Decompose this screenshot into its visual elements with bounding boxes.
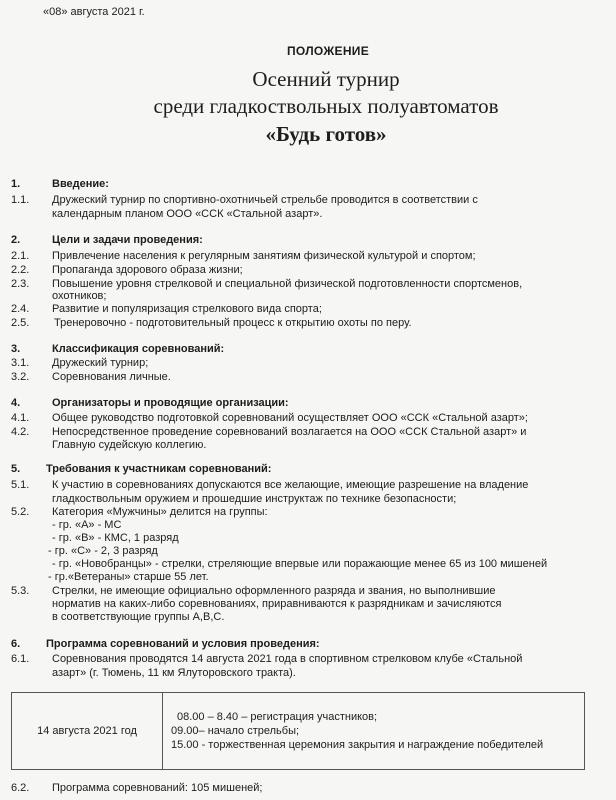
item-text: Повышение уровня стрелковой и специальной физической подготовленности спортсменов, <box>52 278 523 290</box>
item-text: норматив на каких-либо соревнованиях, приравниваются к разрядникам и зачисляются <box>52 598 502 610</box>
schedule-item: 09.00– начало стрельбы; <box>171 725 300 737</box>
document-date: «08» августа 2021 г. <box>43 6 145 18</box>
section-title: Программа соревнований и условия проведения: <box>46 638 320 650</box>
item-text: - гр. «С» - 2, 3 разряд <box>48 545 158 557</box>
schedule-item: 08.00 – 8.40 – регистрация участников; <box>177 711 378 723</box>
item-number: 3.2. <box>11 371 30 383</box>
section-number: 5. <box>11 463 21 475</box>
item-text: - гр.«Ветераны» старше 55 лет. <box>48 571 209 583</box>
item-number: 2.3. <box>11 278 30 290</box>
item-number: 6.2. <box>11 782 30 794</box>
item-text: в соответствующие группы А,В,С. <box>52 611 225 623</box>
schedule-table <box>11 692 585 770</box>
item-text: Тренеровочно - подготовительный процесс к открытию охоты по перу. <box>54 317 412 329</box>
schedule-items-cell <box>163 693 585 770</box>
item-text: Привлечение населения к регулярным занятиям физической культурой и спортом; <box>52 250 476 262</box>
item-number: 2.2. <box>11 264 30 276</box>
schedule-date-cell: 14 августа 2021 год <box>12 693 163 770</box>
item-number: 1.1. <box>11 194 30 206</box>
item-text: - гр. «А» - МС <box>52 519 122 531</box>
item-text: календарным планом ООО «ССК «Стальной азарт». <box>52 208 323 220</box>
item-text: Программа соревнований: 105 мишеней; <box>52 782 263 794</box>
item-number: 2.4. <box>11 303 30 315</box>
item-text: Соревнования личные. <box>52 371 171 383</box>
table-row <box>12 693 585 770</box>
item-text: Дружеский турнир по спортивно-охотничьей стрельбе проводится в соответствии с <box>52 194 478 206</box>
section-number: 3. <box>11 343 21 355</box>
document-type-label: ПОЛОЖЕНИЕ <box>286 44 370 58</box>
item-text: Непосредственное проведение соревнований возлагается на ООО «ССК Стальной азарт» и <box>52 426 527 438</box>
item-number: 6.1. <box>11 653 30 665</box>
item-text: Дружеский турнир; <box>52 357 149 369</box>
title-line-1: Осенний турнир <box>252 67 400 91</box>
item-text: К участию в соревнованиях допускаются все желающие, имеющие разрешение на владение <box>52 479 529 491</box>
item-text: Главную судейскую коллегию. <box>52 439 207 451</box>
item-number: 5.3. <box>11 585 30 597</box>
section-number: 4. <box>11 397 21 409</box>
section-number: 6. <box>11 638 21 650</box>
item-text: - гр. «В» - КМС, 1 разряд <box>52 532 179 544</box>
schedule-item: 15.00 - торжественная церемония закрытия и награждение победителей <box>171 739 544 751</box>
item-text: гладкоствольным оружием и прошедшие инструктаж по технике безопасности; <box>52 493 457 505</box>
item-number: 5.2. <box>11 506 30 518</box>
item-text: - гр. «Новобранцы» - стрелки, стреляющие впервые или поражающие менее 65 из 100 мишеней <box>52 558 548 570</box>
item-text: Развитие и популяризация стрелкового вида спорта; <box>52 303 322 315</box>
section-title: Цели и задачи проведения: <box>52 234 203 246</box>
item-text: Стрелки, не имеющие официально оформленного разряда и звания, но выполнившие <box>52 585 496 597</box>
title-line-3: «Будь готов» <box>265 122 387 146</box>
section-title: Организаторы и проводящие организации: <box>52 397 289 409</box>
section-number: 2. <box>11 234 21 246</box>
item-text: Общее руководство подготовкой соревнований осуществляет ООО «ССК «Стальной азарт»; <box>52 412 528 424</box>
item-number: 5.1. <box>11 479 30 491</box>
item-text: охотников; <box>52 290 107 302</box>
item-text: азарт» (г. Тюмень, 11 км Ялуторовского тракта). <box>52 667 296 679</box>
item-text: Соревнования проводятся 14 августа 2021 года в спортивном стрелковом клубе «Стальной <box>52 653 523 665</box>
section-title: Требования к участникам соревнований: <box>46 463 272 475</box>
title-line-2: среди гладкоствольных полуавтоматов <box>153 94 499 118</box>
document-header <box>0 44 616 148</box>
item-number: 2.1. <box>11 250 30 262</box>
item-number: 2.5. <box>11 317 30 329</box>
section-title: Классификация соревнований: <box>52 343 225 355</box>
section-title: Введение: <box>52 178 109 190</box>
item-text: Категория «Мужчины» делится на группы: <box>52 506 268 518</box>
section-number: 1. <box>11 178 21 190</box>
item-text: Пропаганда здорового образа жизни; <box>52 264 243 276</box>
item-number: 4.1. <box>11 412 30 424</box>
item-number: 4.2. <box>11 426 30 438</box>
item-number: 3.1. <box>11 357 30 369</box>
